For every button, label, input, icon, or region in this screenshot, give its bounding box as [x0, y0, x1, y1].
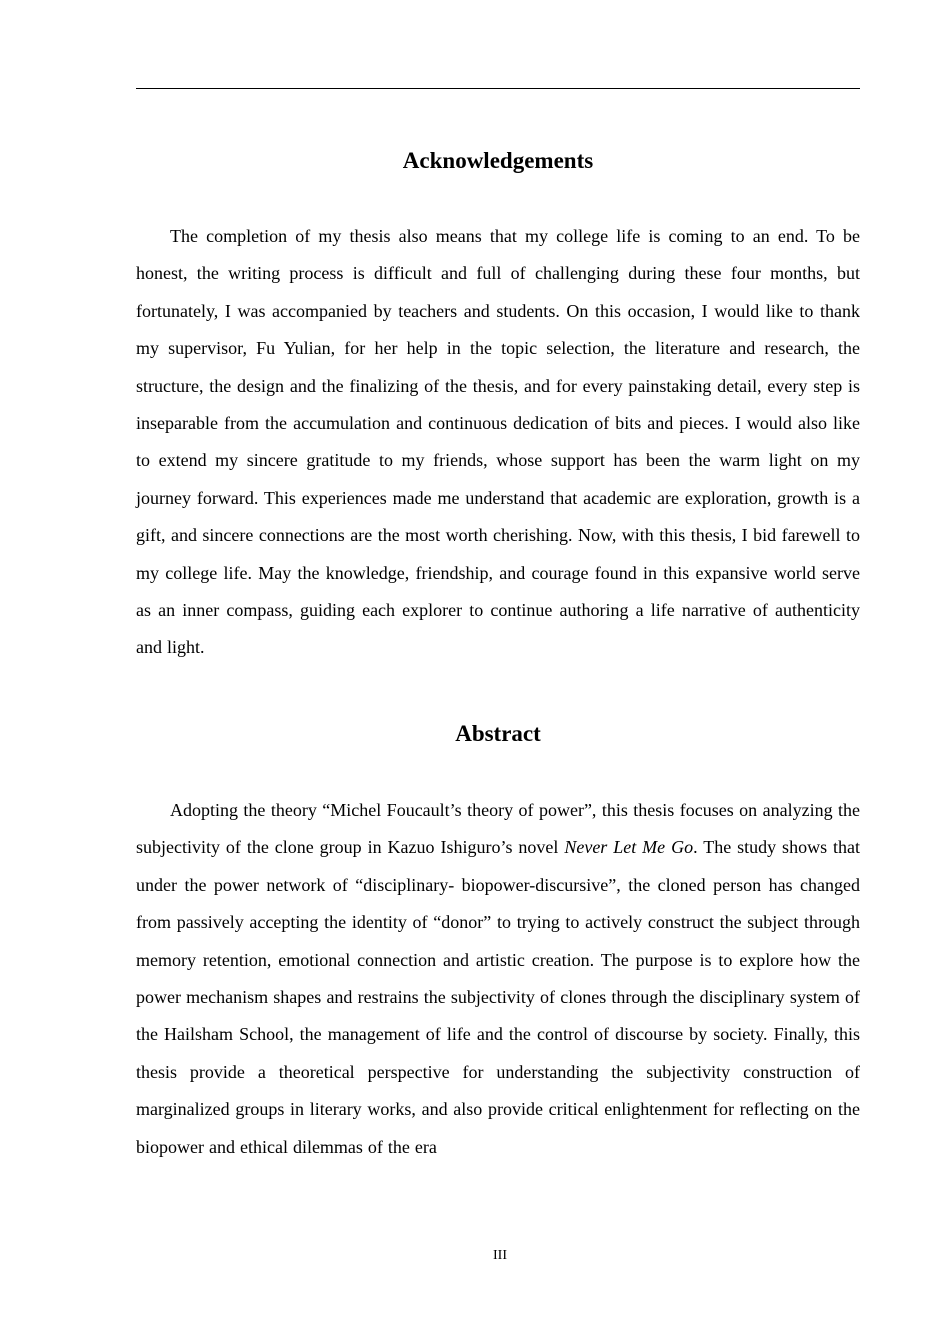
abstract-text-part2: . The study shows that under the power network of “disciplinary- biopower-discursive”, the cloned person has changed from passively accepting the identity of “donor” to trying to actively construct the subject through memory retention, emotional connection and artistic creation. The purpose is to explore how the power mechanism shapes and restrains the subjectivity of clones through the disciplinary system of the Hailsham School, the management of life and the control of discourse by society. Finally, this thesis provide a theoretical perspective for understanding the subjectivity construction of marginalized groups in literary works, and also provide critical enlightenment for reflecting on the biopower and ethical dilemmas of the era — [136, 837, 860, 1157]
novel-title: Never Let Me Go — [564, 837, 694, 858]
acknowledgements-paragraph: The completion of my thesis also means that my college life is coming to an end. To be honest, the writing process is difficult and full of challenging during these four months, but fortunately, I was accompanied by teachers and students. On this occasion, I would like to thank my supervisor, Fu Yulian, for her help in the topic selection, the literature and research, the structure, the design and the finalizing of the thesis, and for every painstaking detail, every step is inseparable from the accumulation and continuous dedication of bits and pieces. I would also like to extend my sincere gratitude to my friends, whose support has been the warm light on my journey forward. This experiences made me understand that academic are exploration, growth is a gift, and sincere connections are the most worth cherishing. Now, with this thesis, I bid farewell to my college life. May the knowledge, friendship, and courage found in this expansive world serve as an inner compass, guiding each explorer to continue authoring a life narrative of authenticity and light. — [136, 226, 860, 658]
acknowledgements-heading: Acknowledgements — [402, 148, 594, 173]
abstract-paragraph — [136, 792, 860, 1166]
page-number: III — [493, 1248, 507, 1263]
abstract-heading: Abstract — [455, 721, 541, 746]
abstract-text-part1: Adopting the theory “Michel Foucault’s theory of power”, this thesis focuses on analyzing the subjectivity of the clone group in Kazuo Ishiguro’s novel — [136, 800, 860, 858]
header-rule — [136, 88, 860, 89]
